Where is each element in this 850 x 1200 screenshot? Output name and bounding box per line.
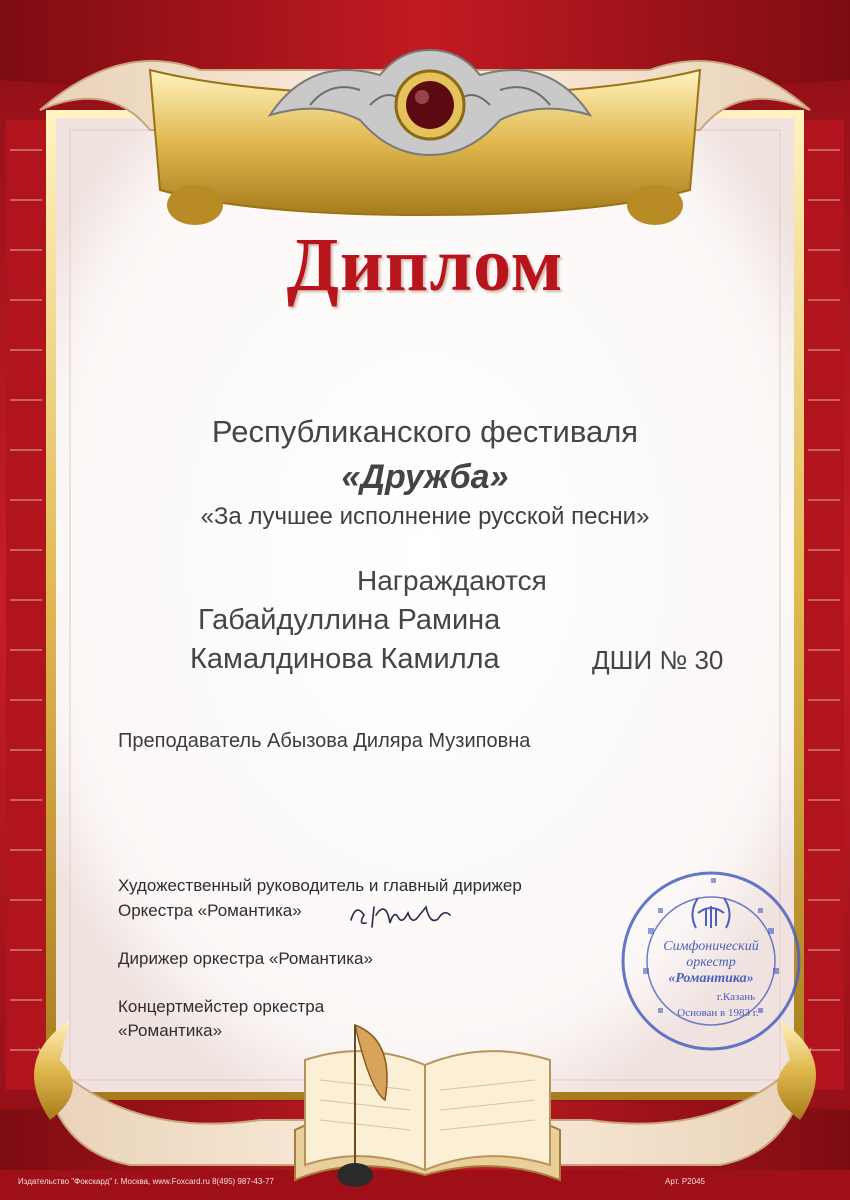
signatory-line: Художественный руководитель и главный дирижер <box>118 876 522 895</box>
teacher-line: Преподаватель Абызова Диляра Музиповна <box>118 730 531 752</box>
festival-name: «Дружба» <box>341 458 509 496</box>
school-name: ДШИ № 30 <box>592 645 724 675</box>
festival-line: Республиканского фестиваля <box>211 414 639 449</box>
signatory-line: Оркестра «Романтика» <box>118 901 302 920</box>
official-stamp <box>618 868 804 1054</box>
nomination: «За лучшее исполнение русской песни» <box>200 503 650 530</box>
handwritten-signature <box>346 895 456 935</box>
diploma-title: Диплом <box>286 223 564 307</box>
stamp-text: Симфонический <box>663 939 759 954</box>
participant-name: Камалдинова Камилла <box>190 643 500 675</box>
stamp-text: «Романтика» <box>668 971 754 986</box>
participant-name: Габайдуллина Рамина <box>198 604 501 636</box>
stamp-text: Основан в 1983 г. <box>677 1007 759 1019</box>
crest-ornament <box>250 45 610 175</box>
publisher-footer: Издательство "Фокскард" г. Москва, www.Foxcard.ru 8(495) 987-43-77 <box>18 1177 274 1186</box>
article-number: Арт. Р2045 <box>665 1177 705 1186</box>
book-and-quill-image <box>285 1020 570 1190</box>
signatory-line: Концертмейстер оркестра <box>118 997 325 1016</box>
stamp-text: оркестр <box>686 955 736 970</box>
awarded-label: Награждаются <box>357 565 547 596</box>
signatory-line: Дирижер оркестра «Романтика» <box>118 949 373 968</box>
stamp-text: г.Казань <box>716 991 756 1003</box>
signatory-line: «Романтика» <box>118 1021 223 1040</box>
